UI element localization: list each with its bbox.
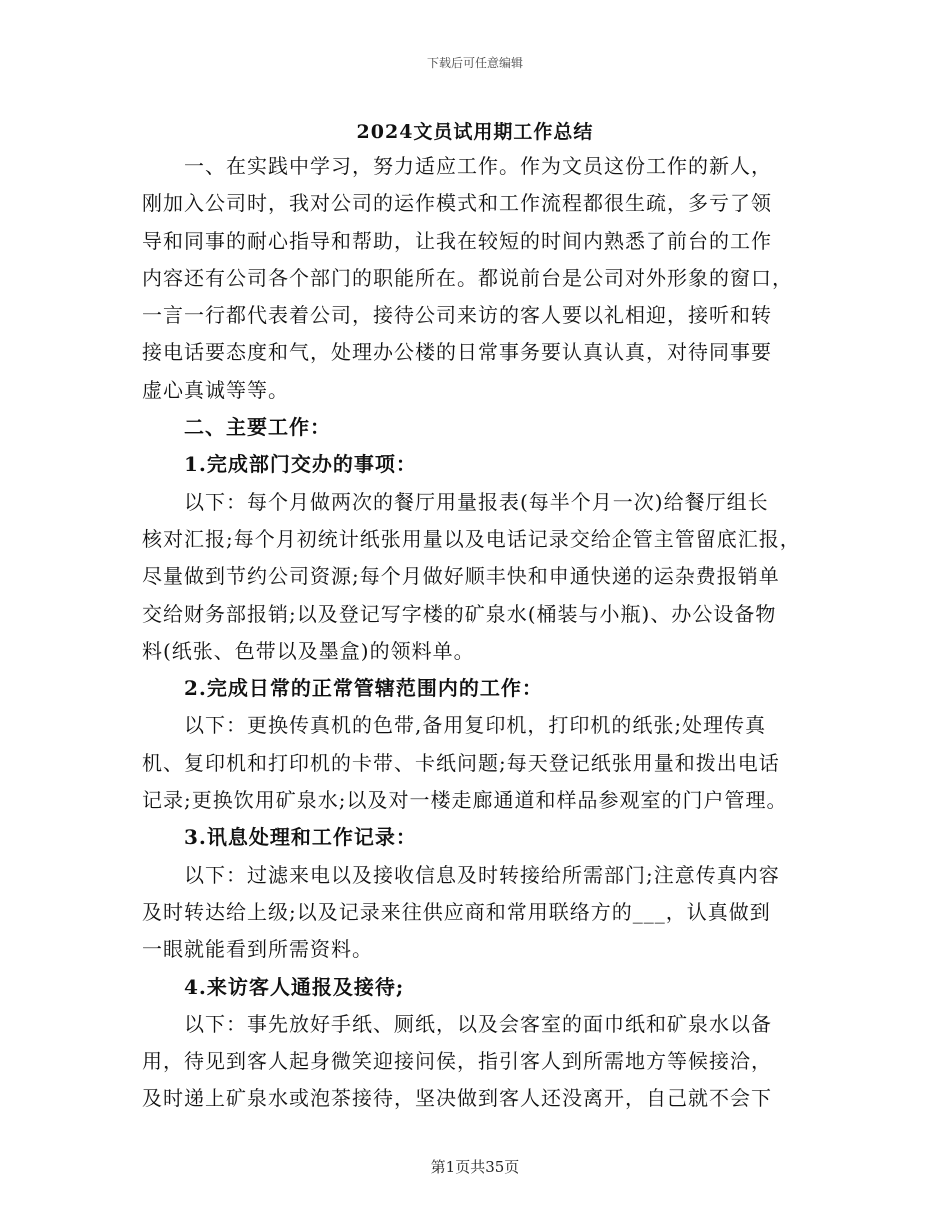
paragraph-line: 接电话要态度和气，处理办公楼的日常事务要认真认真，对待同事要	[142, 340, 772, 365]
paragraph-line: 刚加入公司时，我对公司的运作模式和工作流程都很生疏，多亏了领	[142, 191, 772, 216]
paragraph-line: 机、复印机和打印机的卡带、卡纸问题;每天登记纸张用量和拨出电话	[142, 750, 780, 775]
section-heading: 2.完成日常的正常管辖范围内的工作：	[142, 676, 543, 701]
section-heading: 二、主要工作：	[142, 415, 331, 440]
paragraph-line: 料(纸张、色带以及墨盒)的领料单。	[142, 638, 475, 663]
paragraph-line: 及时转达给上级;以及记录来往供应商和常用联络方的___，认真做到	[142, 899, 771, 924]
paragraph-line: 虚心真诚等等。	[142, 377, 289, 402]
section-heading: 4.来访客人通报及接待;	[142, 974, 405, 999]
paragraph-line: 及时递上矿泉水或泡茶接待，坚决做到客人还没离开，自己就不会下	[142, 1086, 772, 1111]
paragraph-line: 内容还有公司各个部门的职能所在。都说前台是公司对外形象的窗口，	[142, 265, 793, 290]
paragraph-line: 核对汇报;每个月初统计纸张用量以及电话记录交给企管主管留底汇报，	[142, 526, 801, 551]
paragraph-line: 尽量做到节约公司资源;每个月做好顺丰快和申通快递的运杂费报销单	[142, 564, 780, 589]
paragraph-line: 以下：事先放好手纸、厕纸，以及会客室的面巾纸和矿泉水以备	[142, 1011, 772, 1036]
paragraph-line: 用，待见到客人起身微笑迎接问侯，指引客人到所需地方等候接洽，	[142, 1049, 772, 1074]
paragraph-line: 记录;更换饮用矿泉水;以及对一楼走廊通道和样品参观室的门户管理。	[142, 788, 788, 813]
section-heading: 3.讯息处理和工作记录：	[142, 825, 417, 850]
page-header-note: 下载后可任意编辑	[426, 56, 523, 70]
paragraph-line: 一言一行都代表着公司，接待公司来访的客人要以礼相迎，接听和转	[142, 303, 772, 328]
paragraph-line: 导和同事的耐心指导和帮助，让我在较短的时间内熟悉了前台的工作	[142, 228, 772, 253]
paragraph-line: 以下：每个月做两次的餐厅用量报表(每半个月一次)给餐厅组长	[142, 489, 769, 514]
paragraph-line: 以下：过滤来电以及接收信息及时转接给所需部门;注意传真内容	[142, 862, 780, 887]
page-number: 第1页共35页	[430, 1158, 520, 1176]
document-title: 2024文员试用期工作总结	[356, 121, 594, 143]
document-body	[142, 148, 814, 1118]
section-heading: 1.完成部门交办的事项：	[142, 452, 417, 477]
paragraph-line: 交给财务部报销;以及登记写字楼的矿泉水(桶装与小瓶)、办公设备物	[142, 601, 777, 626]
paragraph-line: 以下：更换传真机的色带,备用复印机，打印机的纸张;处理传真	[142, 713, 767, 738]
paragraph-line: 一眼就能看到所需资料。	[142, 937, 373, 962]
paragraph-line: 一、在实践中学习，努力适应工作。作为文员这份工作的新人，	[142, 154, 772, 178]
